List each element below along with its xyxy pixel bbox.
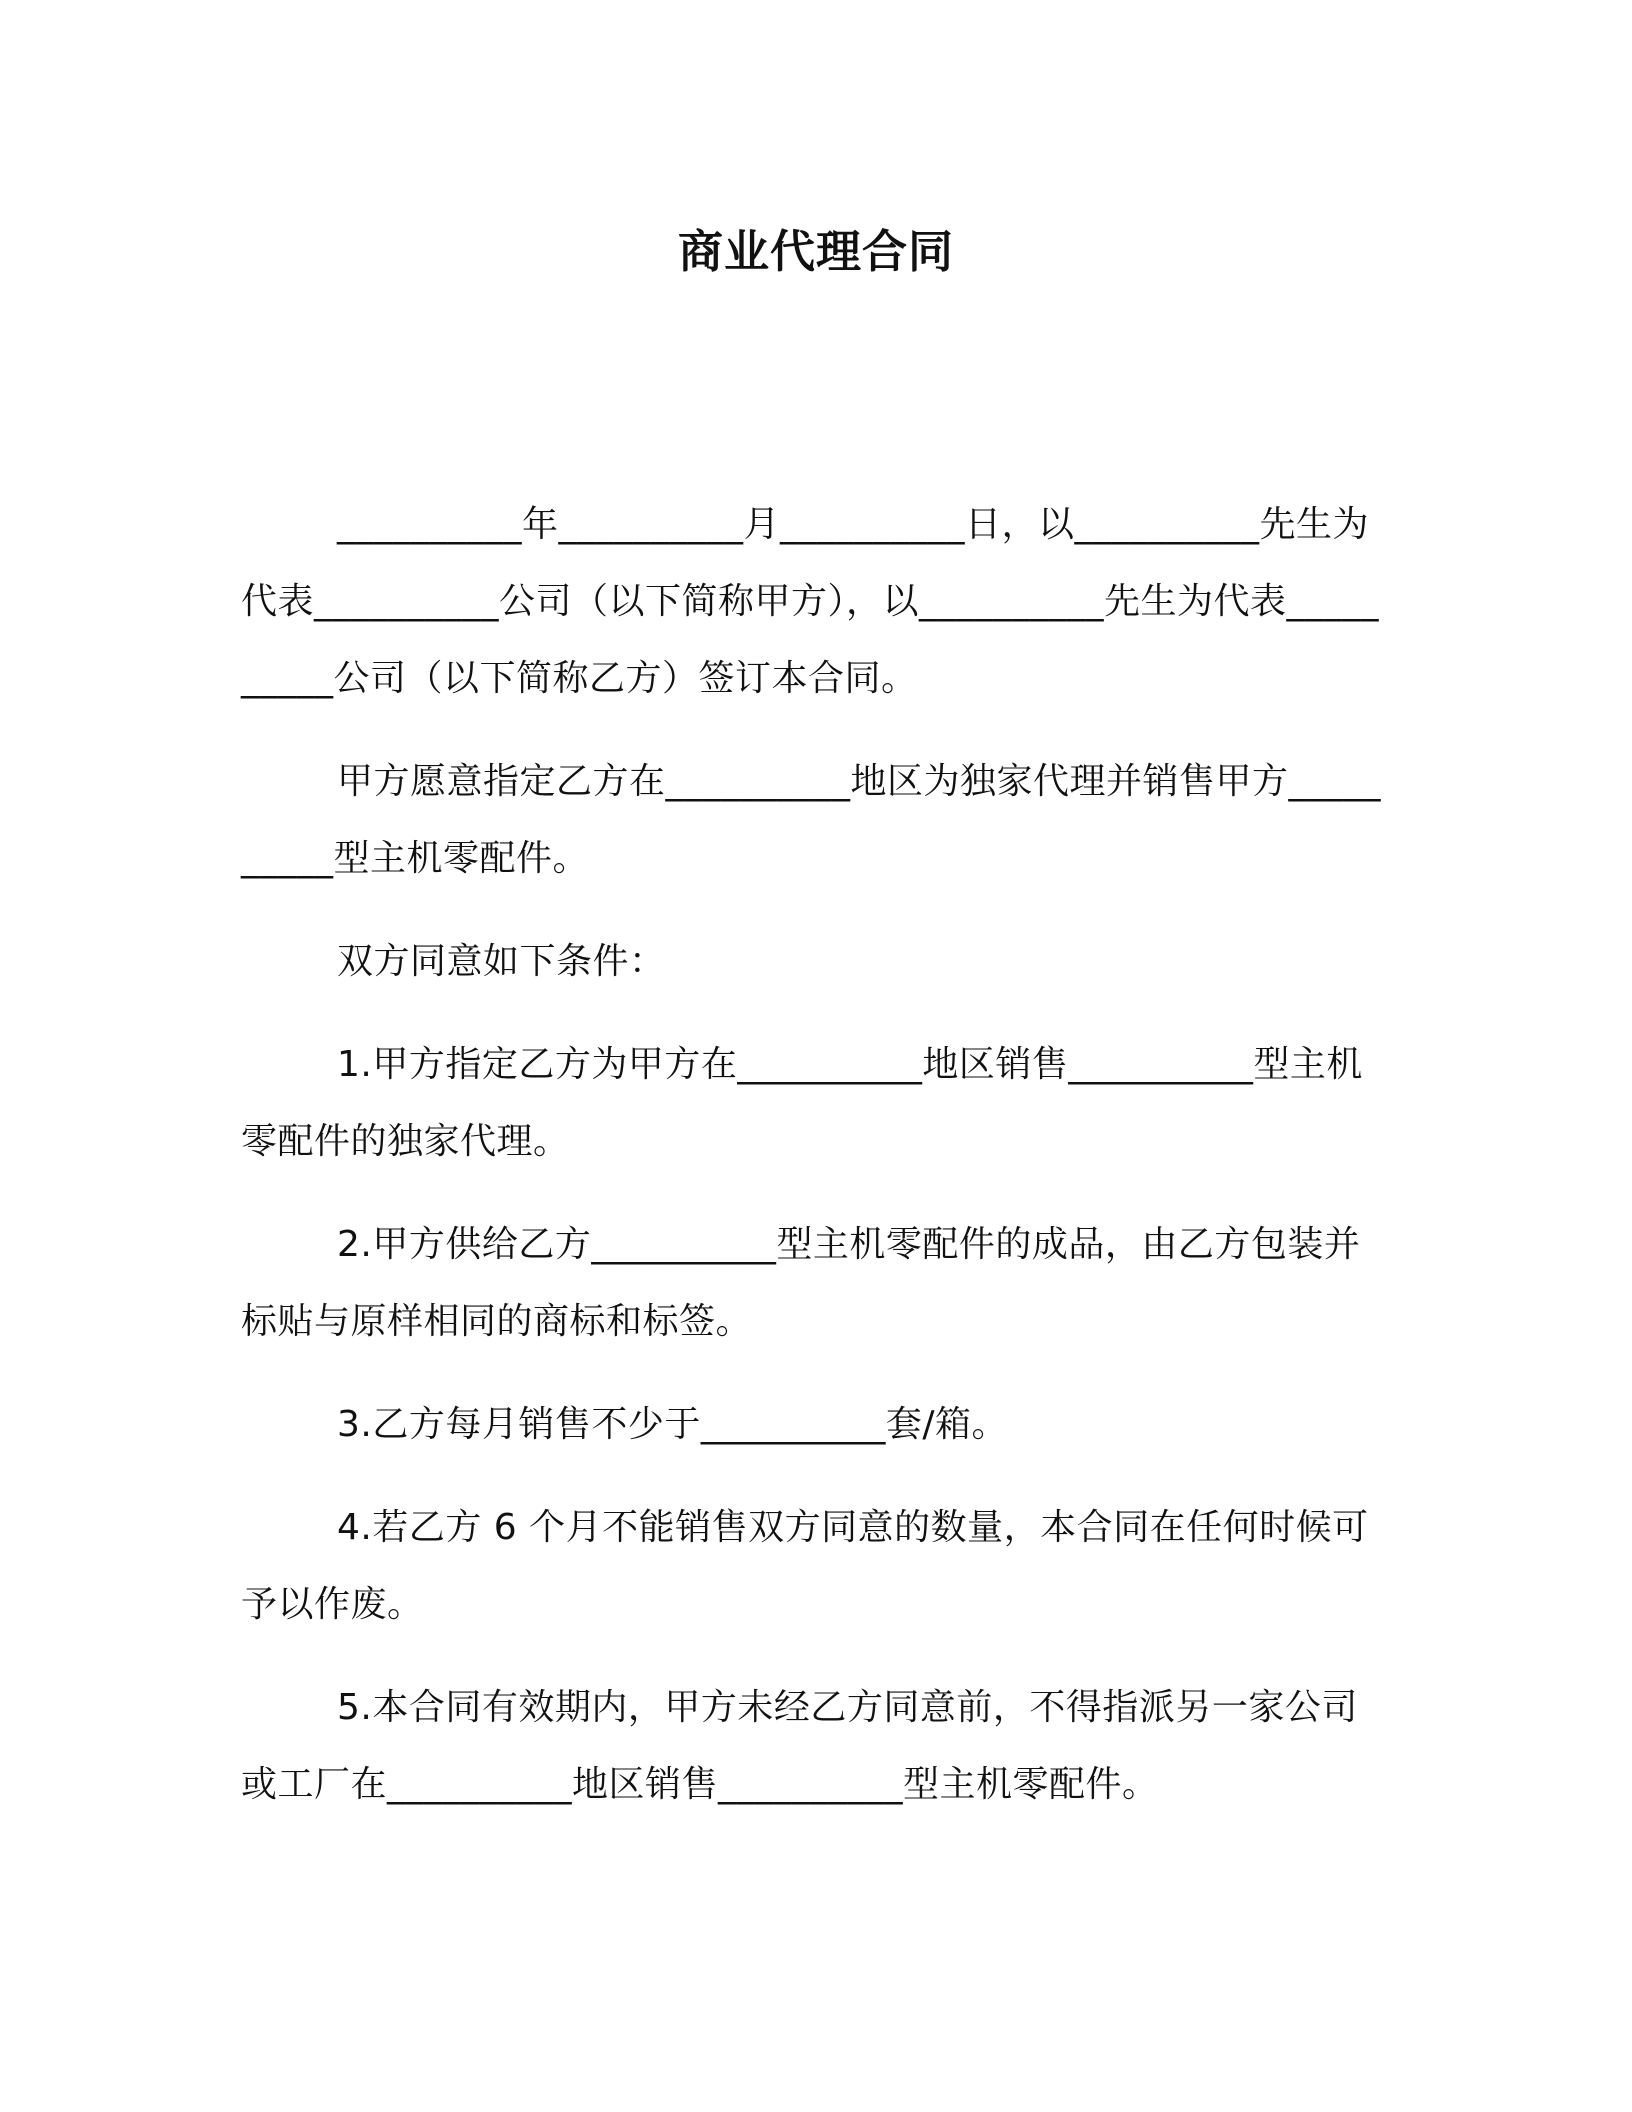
preamble-paragraph: __________年__________月__________日，以__________先生为代表__________公司（以下简称甲方），以__________先生为代表__________公司（以下简称乙方）签订本合同。 bbox=[241, 504, 1380, 699]
document-title: 商业代理合同 bbox=[677, 225, 954, 278]
clause-1: 1.甲方指定乙方为甲方在__________地区销售__________型主机零配件的独家代理。 bbox=[241, 1044, 1363, 1162]
contract-body bbox=[241, 486, 1391, 1849]
clause-2: 2.甲方供给乙方__________型主机零配件的成品，由乙方包装并标贴与原样相同的商标和标签。 bbox=[241, 1224, 1361, 1342]
conditions-intro: 双方同意如下条件： bbox=[337, 941, 666, 982]
clause-5: 5.本合同有效期内，甲方未经乙方同意前，不得指派另一家公司或工厂在__________地区销售__________型主机零配件。 bbox=[241, 1687, 1358, 1805]
clause-4: 4.若乙方 6 个月不能销售双方同意的数量，本合同在任何时候可予以作废。 bbox=[241, 1507, 1369, 1625]
clause-3: 3.乙方每月销售不少于__________套/箱。 bbox=[337, 1404, 1008, 1445]
appointment-paragraph: 甲方愿意指定乙方在__________地区为独家代理并销售甲方__________型主机零配件。 bbox=[241, 761, 1382, 879]
